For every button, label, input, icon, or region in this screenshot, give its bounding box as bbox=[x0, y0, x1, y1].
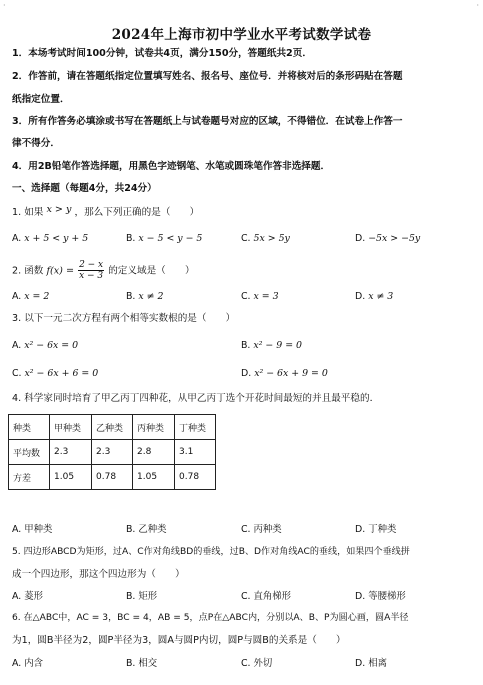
q4-option-a bbox=[12, 523, 52, 536]
option-label: B. bbox=[126, 591, 136, 602]
q3-option-b bbox=[241, 339, 302, 352]
option-label: D. bbox=[355, 591, 366, 602]
table-cell: 0.78 bbox=[92, 465, 133, 490]
question-5-line-2: 成一个四边形，那这个四边形为（ ） bbox=[12, 569, 185, 580]
option-label: A. bbox=[12, 658, 22, 669]
q3-option-c bbox=[12, 367, 98, 380]
q5-option-d bbox=[355, 590, 406, 603]
option-text: x ≠ 3 bbox=[368, 291, 394, 302]
fraction-numerator: 2 − x bbox=[79, 260, 104, 270]
option-label: D. bbox=[241, 368, 252, 379]
option-label: B. bbox=[126, 658, 136, 669]
table-cell: 0.78 bbox=[175, 465, 216, 490]
option-label: C. bbox=[241, 524, 251, 535]
table-cell: 2.3 bbox=[50, 440, 92, 465]
option-text: 丙种类 bbox=[253, 524, 282, 535]
question-2-prefix: 2. 函数 bbox=[12, 265, 44, 277]
option-text: 直角梯形 bbox=[253, 591, 292, 602]
option-text: 内含 bbox=[24, 658, 43, 669]
table-cell: 方差 bbox=[9, 465, 50, 490]
question-2-function: f(x) = bbox=[46, 265, 74, 277]
question-2-stem bbox=[12, 260, 195, 283]
option-label: D. bbox=[355, 291, 366, 302]
option-text: 甲种类 bbox=[24, 524, 53, 535]
option-text: x² − 9 = 0 bbox=[253, 340, 303, 351]
q2-option-a bbox=[12, 290, 49, 303]
table-row bbox=[9, 465, 216, 490]
q4-option-c bbox=[241, 523, 282, 536]
option-label: A. bbox=[12, 233, 22, 244]
q1-option-c bbox=[241, 232, 290, 245]
option-label: C. bbox=[241, 233, 251, 244]
option-text: −5x > −5y bbox=[368, 233, 421, 244]
option-label: C. bbox=[241, 291, 251, 302]
corner-mark-left: · bbox=[3, 1, 6, 10]
option-label: B. bbox=[126, 291, 136, 302]
table-row bbox=[9, 415, 216, 440]
option-label: B. bbox=[126, 233, 136, 244]
q6-option-d bbox=[355, 657, 387, 670]
note-2-cont: 纸指定位置． bbox=[12, 94, 70, 105]
option-label: A. bbox=[12, 591, 22, 602]
note-1: 1．本场考试时间100分钟，试卷共4页，满分150分，答题纸共2页． bbox=[12, 48, 312, 59]
question-4-stem: 4. 科学家同时培育了甲乙丙丁四种花，从甲乙丙丁选个开花时间最短的并且最平稳的． bbox=[12, 393, 380, 404]
option-text: 外切 bbox=[253, 658, 273, 669]
note-3: 3．所有作答务必填涂或书写在答题纸上与试卷题号对应的区域，不得错位．在试卷上作答一 bbox=[12, 116, 403, 127]
q6-option-a bbox=[12, 657, 43, 670]
option-label: C. bbox=[12, 368, 22, 379]
option-label: A. bbox=[12, 340, 22, 351]
table-cell: 平均数 bbox=[9, 440, 50, 465]
question-1-prefix: 1. 如果 bbox=[12, 207, 44, 218]
q1-option-a bbox=[12, 232, 88, 245]
q1-option-d bbox=[355, 232, 420, 245]
question-6-line-2: 为1，圆B半径为2，圆P半径为3，圆A与圆P内切，圆P与圆B的关系是（ ） bbox=[12, 635, 346, 646]
q2-option-d bbox=[355, 290, 393, 303]
option-label: A. bbox=[12, 524, 22, 535]
q5-option-b bbox=[126, 590, 157, 603]
table-cell: 乙种类 bbox=[92, 415, 133, 440]
note-2: 2．作答前，请在答题纸指定位置填写姓名、报名号、座位号．并将核对后的条形码贴在答题 bbox=[12, 71, 403, 82]
q6-option-c bbox=[241, 657, 272, 670]
option-text: x² − 6x + 9 = 0 bbox=[254, 368, 328, 379]
option-text: x² − 6x + 6 = 0 bbox=[24, 368, 99, 379]
q3-option-d bbox=[241, 367, 328, 380]
table-cell: 丁种类 bbox=[175, 415, 216, 440]
option-label: D. bbox=[355, 524, 366, 535]
option-label: D. bbox=[355, 233, 366, 244]
option-text: x = 2 bbox=[24, 291, 50, 302]
option-text: 等腰梯形 bbox=[368, 591, 406, 602]
q4-option-d bbox=[355, 523, 396, 536]
table-cell: 2.3 bbox=[92, 440, 133, 465]
option-text: 相交 bbox=[138, 658, 158, 669]
option-text: x + 5 < y + 5 bbox=[24, 233, 89, 244]
option-label: D. bbox=[355, 658, 366, 669]
q1-option-b bbox=[126, 232, 202, 245]
option-text: 菱形 bbox=[24, 591, 43, 602]
option-label: A. bbox=[12, 291, 22, 302]
q2-option-c bbox=[241, 290, 279, 303]
option-text: 乙种类 bbox=[138, 524, 167, 535]
question-2-suffix: 的定义域是（ ） bbox=[108, 265, 195, 277]
question-3-stem: 3. 以下一元二次方程有两个相等实数根的是（ ） bbox=[12, 313, 236, 324]
table-cell: 3.1 bbox=[175, 440, 216, 465]
section-heading: 一、选择题（每题4分，共24分） bbox=[12, 183, 157, 194]
table-cell: 甲种类 bbox=[50, 415, 92, 440]
question-6-line-1: 6. 在△ABC中，AC = 3，BC = 4，AB = 5，点P在△ABC内，分别以A、B、P为圆心画，圆A半径 bbox=[12, 613, 409, 623]
question-2-fraction bbox=[78, 260, 104, 281]
page-title: 2024年上海市初中学业水平考试数学试卷 bbox=[111, 27, 372, 43]
q5-option-a bbox=[12, 590, 43, 603]
option-text: 矩形 bbox=[138, 591, 158, 602]
q5-option-c bbox=[241, 590, 291, 603]
note-4: 4．用2B铅笔作答选择题，用黑色字迹钢笔、水笔或圆珠笔作答非选择题． bbox=[12, 161, 331, 172]
option-text: x ≠ 2 bbox=[138, 291, 164, 302]
table-cell: 1.05 bbox=[133, 465, 175, 490]
option-text: 相离 bbox=[368, 658, 387, 669]
question-1-stem bbox=[12, 206, 199, 219]
question-1-condition: x > y bbox=[46, 204, 72, 215]
data-table bbox=[8, 414, 216, 490]
table-cell: 1.05 bbox=[50, 465, 92, 490]
option-text: x² − 6x = 0 bbox=[24, 340, 79, 351]
question-5-line-1: 5. 四边形ABCD为矩形，过A、C作对角线BD的垂线，过B、D作对角线AC的垂线，如果四个垂线拼 bbox=[12, 547, 410, 557]
table-cell: 2.8 bbox=[133, 440, 175, 465]
table-row bbox=[9, 440, 216, 465]
option-text: x = 3 bbox=[253, 291, 279, 302]
q3-option-a bbox=[12, 339, 78, 352]
q6-option-b bbox=[126, 657, 157, 670]
corner-mark-right: · bbox=[476, 1, 479, 10]
option-text: x − 5 < y − 5 bbox=[138, 233, 203, 244]
table-cell: 种类 bbox=[9, 415, 50, 440]
note-3-cont: 律不得分． bbox=[12, 138, 60, 149]
question-1-suffix: ，那么下列正确的是（ ） bbox=[74, 207, 200, 218]
option-label: B. bbox=[241, 340, 251, 351]
option-label: C. bbox=[241, 591, 251, 602]
fraction-denominator: x − 3 bbox=[79, 271, 104, 281]
option-label: C. bbox=[241, 658, 251, 669]
option-text: 丁种类 bbox=[368, 524, 397, 535]
table-cell: 丙种类 bbox=[133, 415, 175, 440]
q2-option-b bbox=[126, 290, 163, 303]
option-text: 5x > 5y bbox=[253, 233, 290, 244]
option-label: B. bbox=[126, 524, 136, 535]
q4-option-b bbox=[126, 523, 167, 536]
